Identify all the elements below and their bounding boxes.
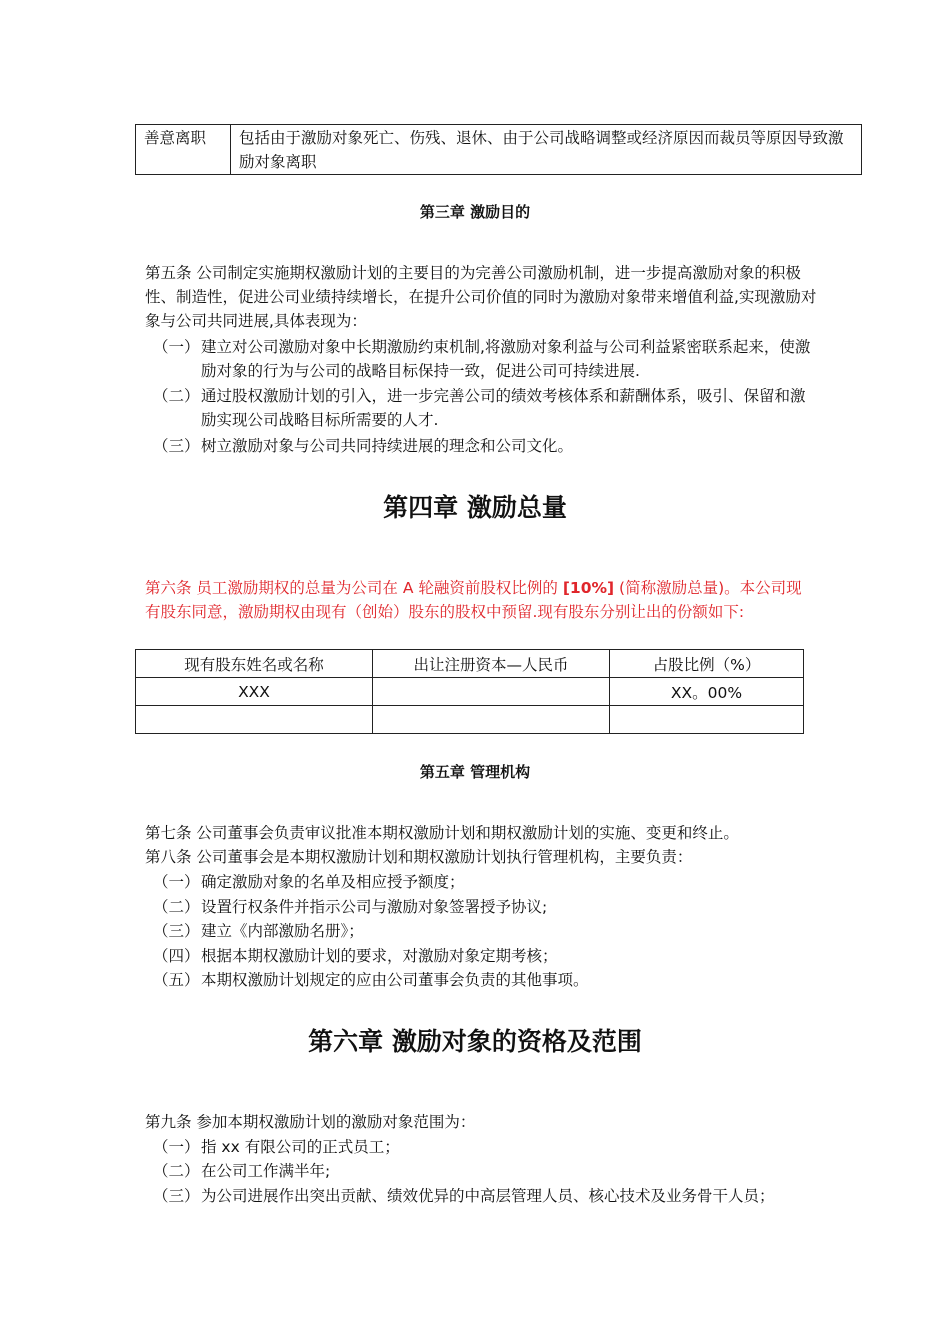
- item-number: （三）: [153, 437, 200, 455]
- table-header-cell: 占股比例（%）: [610, 650, 804, 678]
- item-text: 建立《内部激励名册》；: [201, 922, 364, 940]
- article8: 第八条 公司董事会是本期权激励计划和期权激励计划执行管理机构，主要负责：: [145, 848, 693, 866]
- article6: [145, 576, 817, 624]
- chapter3-item-3: [153, 434, 813, 458]
- table-row: [136, 706, 804, 734]
- chapter5-title: 第五章 管理机构: [419, 763, 531, 781]
- article6-line1: 第六条 员工激励期权的总量为公司在 A 轮融资前股权比例的: [145, 579, 563, 597]
- article7: 第七条 公司董事会负责审议批准本期权激励计划和期权激励计划的实施、变更和终止。: [145, 824, 739, 842]
- item-text: 建立对公司激励对象中长期激励约束机制,将激励对象利益与公司利益紧密联系起来，使激励对象的行为与公司的战略目标保持一致，促进公司可持续进展.: [201, 338, 811, 380]
- item-text: 为公司进展作出突出贡献、绩效优异的中高层管理人员、核心技术及业务骨干人员；: [201, 1187, 775, 1205]
- article9: 第九条 参加本期权激励计划的激励对象范围为：: [145, 1113, 476, 1131]
- article6-rest: 本公司现有股东同意，激励期权由现有（创始）股东的股权中预留.现有股东分别让出的份额如下:: [145, 579, 802, 621]
- table-header-cell: 出让注册资本—人民币: [373, 650, 610, 678]
- item-number: （三）: [153, 922, 200, 940]
- item-text: 指 xx 有限公司的正式员工；: [201, 1138, 400, 1156]
- chapter5-item-3: [153, 919, 813, 943]
- chapter3-item-1: [153, 335, 813, 383]
- chapter5-item-2: [153, 895, 813, 919]
- article6-line1-end: (简称激励总量)。: [614, 579, 740, 597]
- chapter6-item-2: [153, 1159, 813, 1183]
- chapter3-item-2: [153, 384, 813, 432]
- item-number: （二）: [153, 1162, 200, 1180]
- article5: 第五条 公司制定实施期权激励计划的主要目的为完善公司激励机制，进一步提高激励对象的积极性、制造性，促进公司业绩持续增长，在提升公司价值的同时为激励对象带来增值利益,实现激励对象与公司共同进展,具体表现为：: [145, 264, 817, 330]
- item-number: （二）: [153, 387, 200, 405]
- table-cell: [373, 706, 610, 734]
- item-text: 设置行权条件并指示公司与激励对象签署授予协议;: [201, 898, 548, 916]
- table-cell: [373, 678, 610, 706]
- item-number: （二）: [153, 898, 200, 916]
- item-text: 在公司工作满半年;: [201, 1162, 331, 1180]
- table-header-cell: 现有股东姓名或名称: [136, 650, 373, 678]
- item-number: （三）: [153, 1187, 200, 1205]
- item-number: （一）: [153, 873, 200, 891]
- item-number: （一）: [153, 338, 200, 356]
- item-text: 本期权激励计划规定的应由公司董事会负责的其他事项。: [201, 971, 589, 989]
- item-number: （五）: [153, 971, 200, 989]
- chapter6-item-1: [153, 1135, 813, 1159]
- item-text: 根据本期权激励计划的要求，对激励对象定期考核；: [201, 947, 558, 965]
- table-row: [136, 678, 804, 706]
- chapter5-item-4: [153, 944, 813, 968]
- definition-table: [135, 124, 862, 175]
- table-cell: [136, 706, 373, 734]
- item-number: （四）: [153, 947, 200, 965]
- table-cell: [610, 706, 804, 734]
- chapter6-item-3: [153, 1184, 813, 1208]
- table-cell: XXX: [136, 678, 373, 706]
- chapter6-title: 第六章 激励对象的资格及范围: [308, 1027, 642, 1056]
- table-header-row: [136, 650, 804, 678]
- definition-term: 善意离职: [136, 125, 231, 175]
- item-text: 通过股权激励计划的引入，进一步完善公司的绩效考核体系和薪酬体系，吸引、保留和激励实现公司战略目标所需要的人才.: [201, 387, 806, 429]
- chapter5-item-5: [153, 968, 813, 992]
- table-cell: XX。00%: [610, 678, 804, 706]
- shareholder-table: [135, 649, 804, 734]
- chapter5-item-1: [153, 870, 813, 894]
- article6-percent: [10%]: [562, 579, 615, 597]
- chapter3-title: 第三章 激励目的: [419, 203, 531, 221]
- definition-text: 包括由于激励对象死亡、伤残、退休、由于公司战略调整或经济原因而裁员等原因导致激励对象离职: [231, 125, 862, 175]
- chapter4-title: 第四章 激励总量: [383, 493, 567, 522]
- item-text: 确定激励对象的名单及相应授予额度；: [201, 873, 465, 891]
- item-number: （一）: [153, 1138, 200, 1156]
- item-text: 树立激励对象与公司共同持续进展的理念和公司文化。: [201, 437, 574, 455]
